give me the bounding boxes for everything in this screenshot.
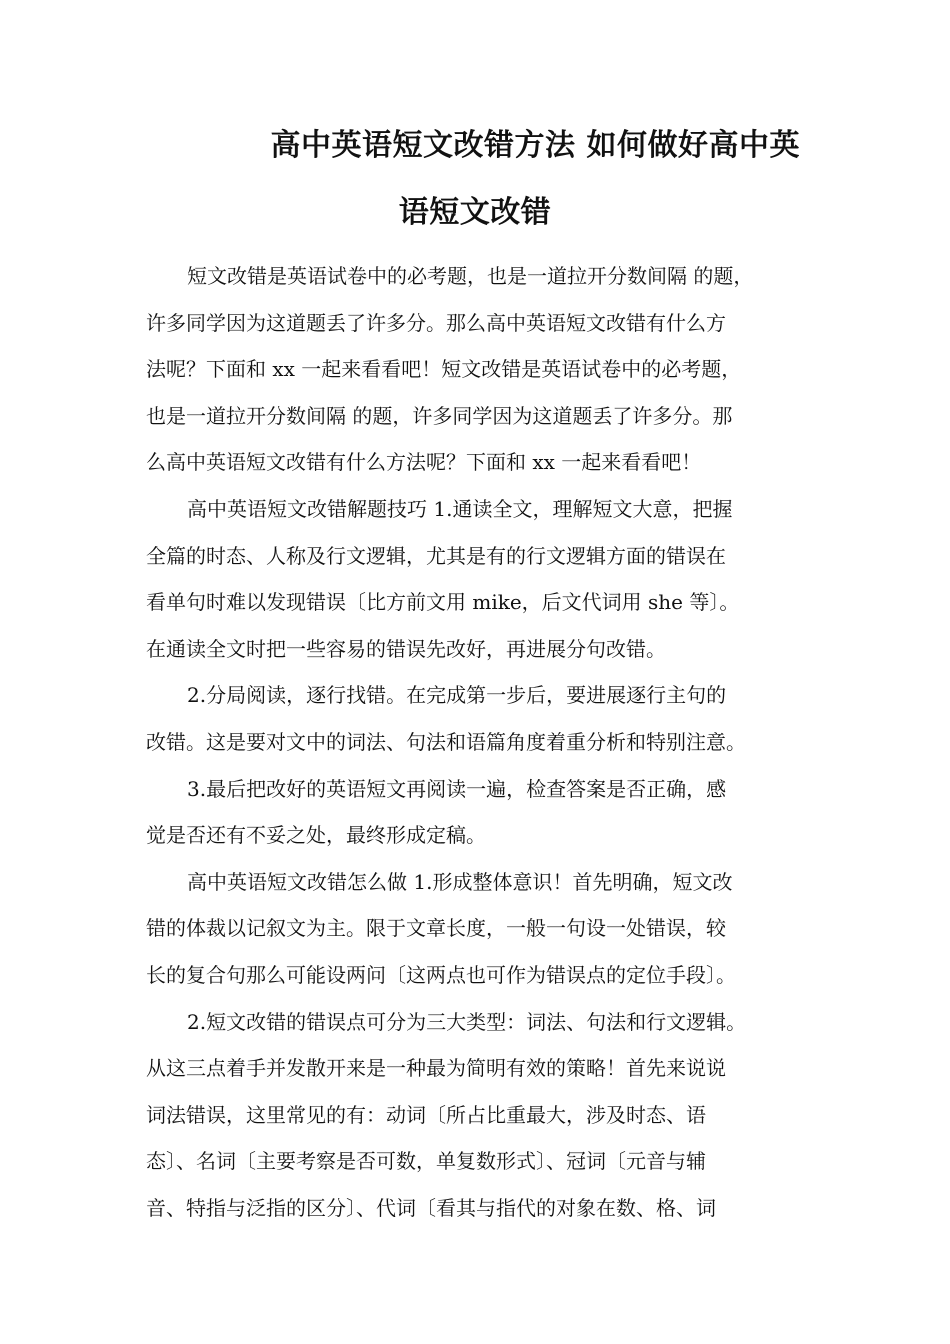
body-text-line: 高中英语短文改错怎么做 1.形成整体意识！首先明确，短文改 [187, 869, 733, 894]
document-title-line-2: 语短文改错 [398, 195, 552, 230]
body-text-line: 全篇的时态、人称及行文逻辑，尤其是有的行文逻辑方面的错误在 [146, 543, 726, 568]
body-text-line: 看单句时难以发现错误〔比方前文用 mike，后文代词用 she 等〕。 [146, 590, 740, 615]
body-text-line: 法呢？下面和 xx 一起来看看吧！短文改错是英语试卷中的必考题， [146, 357, 742, 382]
body-text-line: 高中英语短文改错解题技巧 1.通读全文，理解短文大意，把握 [187, 496, 733, 521]
body-text-line: 许多同学因为这道题丢了许多分。那么高中英语短文改错有什么方 [146, 310, 726, 335]
body-text-line: 也是一道拉开分数间隔 的题，许多同学因为这道题丢了许多分。那 [146, 403, 733, 428]
document-body [146, 253, 810, 1231]
body-text-line: 3.最后把改好的英语短文再阅读一遍，检查答案是否正确，感 [187, 776, 727, 801]
body-text-line: 在通读全文时把一些容易的错误先改好，再进展分句改错。 [146, 636, 666, 661]
body-text-line: 态〕、名词〔主要考察是否可数，单复数形式〕、冠词〔元音与辅 [146, 1149, 706, 1174]
document-title-line-1: 高中英语短文改错方法 如何做好高中英 [270, 128, 800, 163]
body-text-line: 2.分局阅读，逐行找错。在完成第一步后，要进展逐行主句的 [187, 683, 727, 708]
body-text-line: 短文改错是英语试卷中的必考题，也是一道拉开分数间隔 的题， [187, 264, 754, 288]
body-text-line: 觉是否还有不妥之处，最终形成定稿。 [146, 823, 486, 848]
body-text-line: 音、特指与泛指的区分〕、代词〔看其与指代的对象在数、格、词 [146, 1195, 716, 1220]
body-text-line: 从这三点着手并发散开来是一种最为简明有效的策略！首先来说说 [146, 1056, 726, 1081]
body-text-line: 么高中英语短文改错有什么方法呢？下面和 xx 一起来看看吧！ [146, 450, 702, 475]
body-text-line: 长的复合句那么可能设两问〔这两点也可作为错误点的定位手段〕。 [146, 962, 736, 987]
body-text-line: 错的体裁以记叙文为主。限于文章长度，一般一句设一处错误，较 [146, 916, 726, 941]
body-text-line: 改错。这是要对文中的词法、句法和语篇角度着重分析和特别注意。 [146, 729, 746, 754]
body-text-line: 2.短文改错的错误点可分为三大类型：词法、句法和行文逻辑。 [187, 1009, 747, 1034]
body-text-line: 词法错误，这里常见的有：动词〔所占比重最大，涉及时态、语 [146, 1102, 706, 1127]
